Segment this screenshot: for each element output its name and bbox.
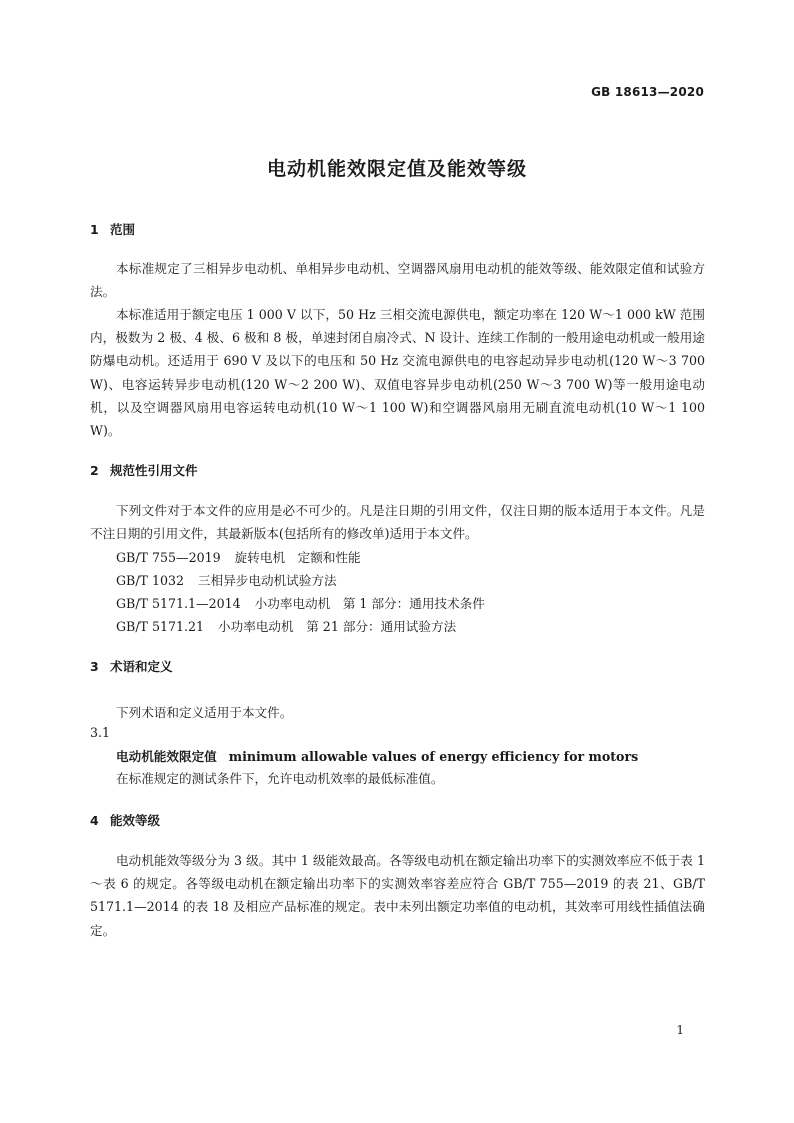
reference-code: GB/T 1032: [116, 573, 185, 588]
term-entry: [116, 746, 638, 765]
reference-item: [116, 616, 456, 635]
section-2-number: 2: [90, 463, 99, 478]
reference-code: GB/T 5171.1—2014: [116, 596, 241, 611]
term-chinese: 电动机能效限定值: [116, 749, 217, 764]
section-1-paragraph-1: 本标准规定了三相异步电动机、单相异步电动机、空调器风扇用电动机的能效等级、能效限定值和试验方法。: [90, 261, 705, 300]
section-1-heading: [90, 220, 135, 238]
section-2-heading: [90, 461, 198, 479]
section-3-number: 3: [90, 659, 99, 674]
document-title: 电动机能效限定值及能效等级: [266, 158, 527, 180]
section-4-number: 4: [90, 813, 99, 828]
section-1-title: 范围: [110, 222, 136, 237]
reference-title: 三相异步电动机试验方法: [198, 573, 337, 588]
page-number: 1: [676, 1023, 684, 1037]
section-4-paragraph-1: 电动机能效等级分为 3 级。其中 1 级能效最高。各等级电动机在额定输出功率下的实测效率应不低于表 1～表 6 的规定。各等级电动机在额定输出功率下的实测效率容差应符合 GB/T 755—2019 的表 21、GB/T 5171.1—2014 的表 18 及相应产品标准的规定。表中未列出额定功率值的电动机，其效率可用线性插值法确定。: [90, 853, 705, 938]
clause-number: 3.1: [90, 725, 111, 740]
reference-code: GB/T 755—2019: [116, 550, 221, 565]
section-1-number: 1: [90, 222, 99, 237]
reference-title: 小功率电动机 第 1 部分：通用技术条件: [254, 596, 485, 611]
reference-item: [116, 570, 337, 589]
term-english: minimum allowable values of energy efficiency for motors: [228, 749, 639, 764]
reference-title: 小功率电动机 第 21 部分：通用试验方法: [218, 619, 457, 634]
section-1-paragraph-2: 本标准适用于额定电压 1 000 V 以下，50 Hz 三相交流电源供电，额定功率在 120 W～1 000 kW 范围内，极数为 2 极、4 极、6 极和 8 极，单速封闭自扇冷式、N 设计、连续工作制的一般用途电动机或一般用途防爆电动机。还适用于 690 V 及以下的电压和 50 Hz 交流电源供电的电容起动异步电动机(120 W～3 700 W)、电容运转异步电动机(120 W～2 200 W)、双值电容异步电动机(250 W～3 700 W)等一般用途电动机，以及空调器风扇用电容运转电动机(10 W～1 100 W)和空调器风扇用无刷直流电动机(10 W～1 100 W)。: [90, 307, 705, 439]
section-3-heading: [90, 657, 173, 675]
section-4-title: 能效等级: [110, 813, 161, 828]
term-definition: 在标准规定的测试条件下，允许电动机效率的最低标准值。: [116, 771, 444, 786]
section-4-heading: [90, 811, 160, 829]
reference-code: GB/T 5171.21: [116, 619, 205, 634]
reference-item: [116, 547, 361, 566]
reference-item: [116, 593, 485, 612]
section-2-title: 规范性引用文件: [110, 463, 198, 478]
section-3-title: 术语和定义: [110, 659, 173, 674]
section-3-paragraph-1: 下列术语和定义适用于本文件。: [116, 705, 293, 720]
section-2-paragraph-1: 下列文件对于本文件的应用是必不可少的。凡是注日期的引用文件，仅注日期的版本适用于本文件。凡是不注日期的引用文件，其最新版本(包括所有的修改单)适用于本文件。: [90, 503, 705, 542]
standard-code: GB 18613—2020: [591, 85, 704, 99]
reference-title: 旋转电机 定额和性能: [234, 550, 361, 565]
